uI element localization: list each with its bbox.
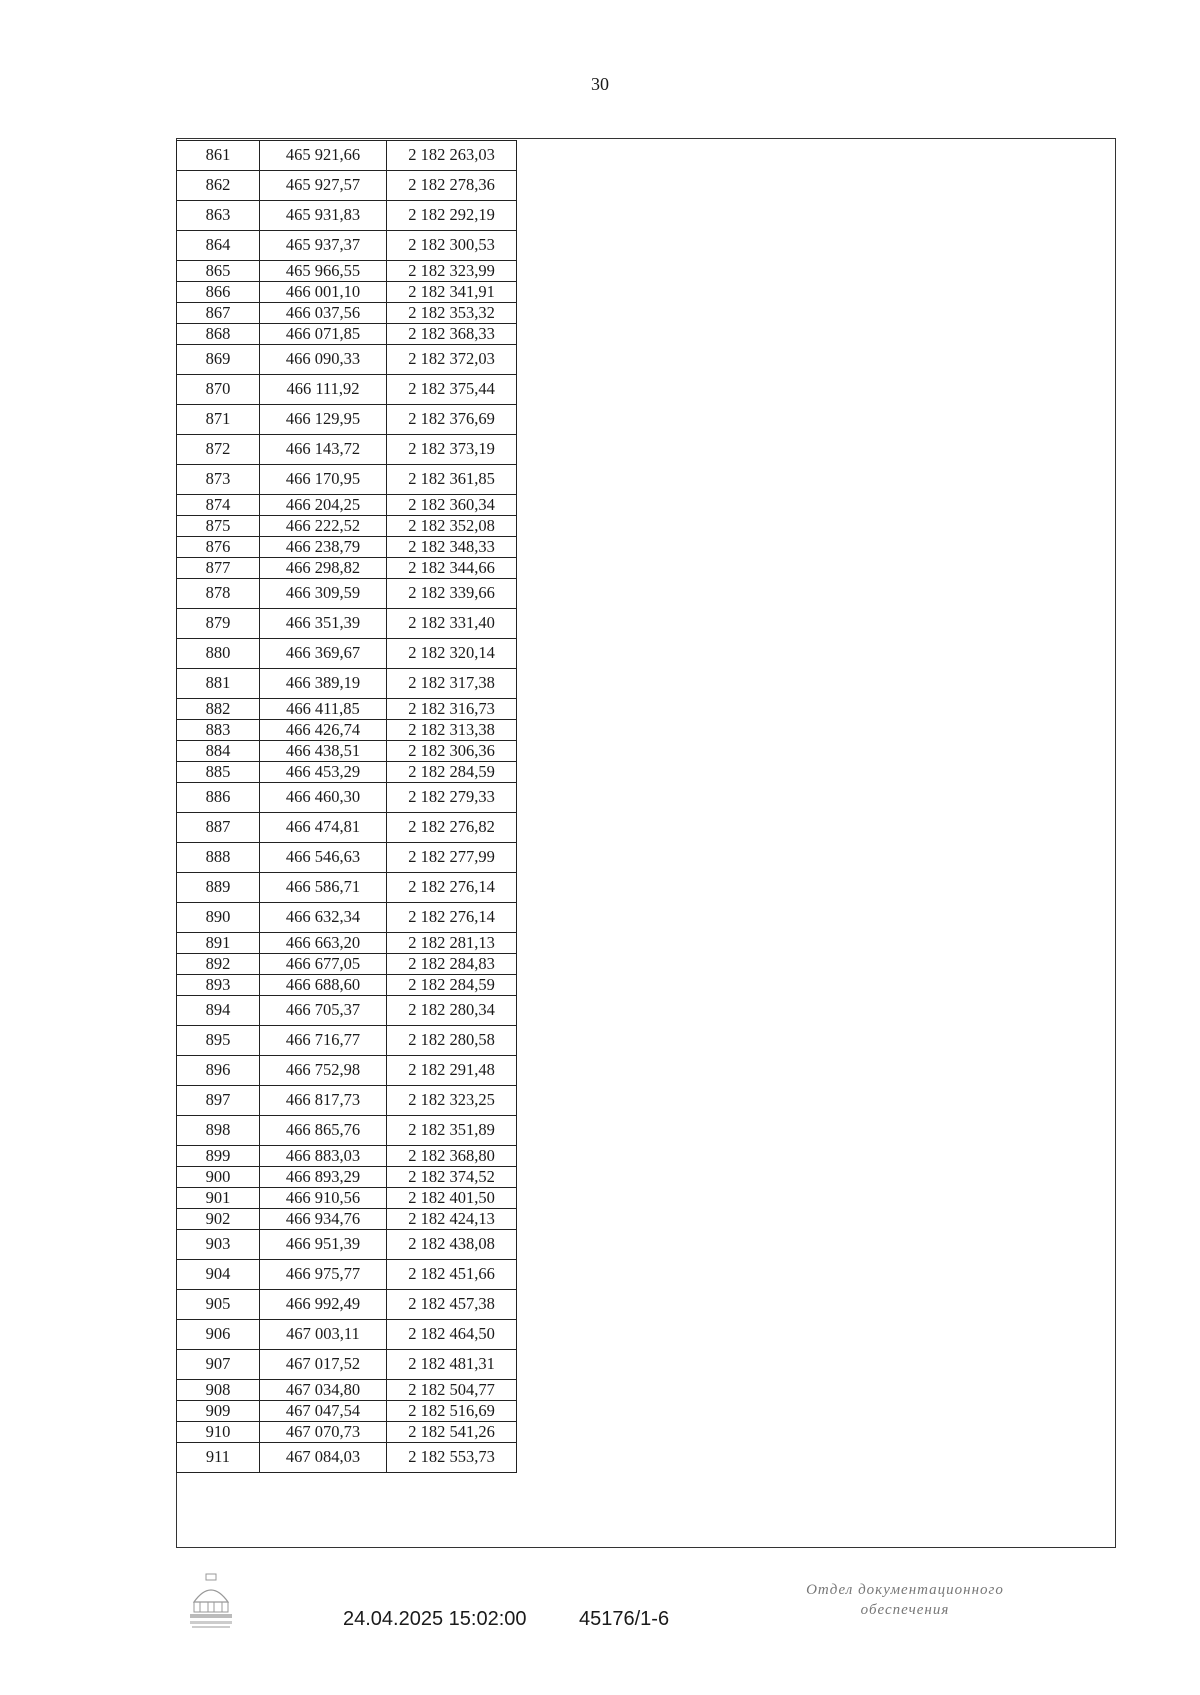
x-coordinate: 465 927,57 (260, 171, 387, 201)
table-row (177, 465, 517, 495)
y-coordinate: 2 182 284,83 (387, 954, 517, 975)
table-row (177, 516, 517, 537)
x-coordinate: 466 204,25 (260, 495, 387, 516)
point-number: 885 (177, 762, 260, 783)
y-coordinate: 2 182 277,99 (387, 843, 517, 873)
point-number: 877 (177, 558, 260, 579)
y-coordinate: 2 182 352,08 (387, 516, 517, 537)
point-number: 903 (177, 1230, 260, 1260)
x-coordinate: 466 910,56 (260, 1188, 387, 1209)
x-coordinate: 466 992,49 (260, 1290, 387, 1320)
point-number: 878 (177, 579, 260, 609)
point-number: 911 (177, 1443, 260, 1473)
y-coordinate: 2 182 276,14 (387, 873, 517, 903)
point-number: 866 (177, 282, 260, 303)
y-coordinate: 2 182 438,08 (387, 1230, 517, 1260)
table-row (177, 1260, 517, 1290)
x-coordinate: 466 934,76 (260, 1209, 387, 1230)
stamp-line-1: Отдел документационного (806, 1582, 1004, 1598)
point-number: 864 (177, 231, 260, 261)
table-row (177, 282, 517, 303)
point-number: 884 (177, 741, 260, 762)
point-number: 910 (177, 1422, 260, 1443)
y-coordinate: 2 182 360,34 (387, 495, 517, 516)
table-row (177, 639, 517, 669)
y-coordinate: 2 182 331,40 (387, 609, 517, 639)
table-row (177, 1209, 517, 1230)
table-row (177, 579, 517, 609)
y-coordinate: 2 182 516,69 (387, 1401, 517, 1422)
y-coordinate: 2 182 263,03 (387, 141, 517, 171)
x-coordinate: 466 453,29 (260, 762, 387, 783)
y-coordinate: 2 182 457,38 (387, 1290, 517, 1320)
x-coordinate: 467 084,03 (260, 1443, 387, 1473)
x-coordinate: 466 111,92 (260, 375, 387, 405)
y-coordinate: 2 182 464,50 (387, 1320, 517, 1350)
x-coordinate: 466 663,20 (260, 933, 387, 954)
x-coordinate: 466 632,34 (260, 903, 387, 933)
y-coordinate: 2 182 284,59 (387, 975, 517, 996)
y-coordinate: 2 182 353,32 (387, 303, 517, 324)
table-row (177, 324, 517, 345)
point-number: 862 (177, 171, 260, 201)
y-coordinate: 2 182 374,52 (387, 1167, 517, 1188)
point-number: 901 (177, 1188, 260, 1209)
table-row (177, 405, 517, 435)
x-coordinate: 466 001,10 (260, 282, 387, 303)
table-row (177, 1230, 517, 1260)
point-number: 892 (177, 954, 260, 975)
x-coordinate: 466 752,98 (260, 1056, 387, 1086)
x-coordinate: 466 677,05 (260, 954, 387, 975)
y-coordinate: 2 182 280,58 (387, 1026, 517, 1056)
x-coordinate: 466 090,33 (260, 345, 387, 375)
table-row (177, 558, 517, 579)
x-coordinate: 466 460,30 (260, 783, 387, 813)
footer-doc-number: 45176/1-6 (579, 1608, 670, 1630)
point-number: 897 (177, 1086, 260, 1116)
table-row (177, 954, 517, 975)
table-row (177, 813, 517, 843)
table-row (177, 1188, 517, 1209)
x-coordinate: 466 037,56 (260, 303, 387, 324)
coordinates-table (176, 140, 517, 1473)
x-coordinate: 466 411,85 (260, 699, 387, 720)
table-row (177, 1056, 517, 1086)
x-coordinate: 466 222,52 (260, 516, 387, 537)
y-coordinate: 2 182 278,36 (387, 171, 517, 201)
y-coordinate: 2 182 401,50 (387, 1188, 517, 1209)
table-row (177, 783, 517, 813)
table-row (177, 1026, 517, 1056)
x-coordinate: 466 688,60 (260, 975, 387, 996)
table-row (177, 1146, 517, 1167)
point-number: 867 (177, 303, 260, 324)
footer-datetime: 24.04.2025 15:02:00 (343, 1608, 527, 1630)
point-number: 895 (177, 1026, 260, 1056)
x-coordinate: 466 426,74 (260, 720, 387, 741)
x-coordinate: 466 975,77 (260, 1260, 387, 1290)
point-number: 902 (177, 1209, 260, 1230)
table-row (177, 201, 517, 231)
y-coordinate: 2 182 291,48 (387, 1056, 517, 1086)
x-coordinate: 466 716,77 (260, 1026, 387, 1056)
table-row (177, 375, 517, 405)
y-coordinate: 2 182 504,77 (387, 1380, 517, 1401)
x-coordinate: 466 705,37 (260, 996, 387, 1026)
coordinates-table-body (177, 141, 517, 1473)
point-number: 869 (177, 345, 260, 375)
y-coordinate: 2 182 361,85 (387, 465, 517, 495)
table-row (177, 1422, 517, 1443)
point-number: 909 (177, 1401, 260, 1422)
point-number: 863 (177, 201, 260, 231)
page-number: 30 (591, 74, 609, 94)
table-row (177, 933, 517, 954)
table-row (177, 1443, 517, 1473)
point-number: 888 (177, 843, 260, 873)
x-coordinate: 466 129,95 (260, 405, 387, 435)
x-coordinate: 466 951,39 (260, 1230, 387, 1260)
point-number: 872 (177, 435, 260, 465)
x-coordinate: 467 017,52 (260, 1350, 387, 1380)
point-number: 889 (177, 873, 260, 903)
x-coordinate: 465 966,55 (260, 261, 387, 282)
y-coordinate: 2 182 553,73 (387, 1443, 517, 1473)
x-coordinate: 465 931,83 (260, 201, 387, 231)
y-coordinate: 2 182 541,26 (387, 1422, 517, 1443)
table-row (177, 261, 517, 282)
point-number: 886 (177, 783, 260, 813)
point-number: 906 (177, 1320, 260, 1350)
table-row (177, 1380, 517, 1401)
point-number: 874 (177, 495, 260, 516)
x-coordinate: 466 298,82 (260, 558, 387, 579)
table-row (177, 537, 517, 558)
x-coordinate: 466 071,85 (260, 324, 387, 345)
table-row (177, 609, 517, 639)
point-number: 898 (177, 1116, 260, 1146)
y-coordinate: 2 182 424,13 (387, 1209, 517, 1230)
table-row (177, 345, 517, 375)
table-row (177, 141, 517, 171)
y-coordinate: 2 182 451,66 (387, 1260, 517, 1290)
y-coordinate: 2 182 316,73 (387, 699, 517, 720)
x-coordinate: 466 170,95 (260, 465, 387, 495)
table-row (177, 669, 517, 699)
table-row (177, 975, 517, 996)
y-coordinate: 2 182 280,34 (387, 996, 517, 1026)
y-coordinate: 2 182 276,82 (387, 813, 517, 843)
y-coordinate: 2 182 300,53 (387, 231, 517, 261)
y-coordinate: 2 182 376,69 (387, 405, 517, 435)
point-number: 900 (177, 1167, 260, 1188)
x-coordinate: 466 238,79 (260, 537, 387, 558)
point-number: 905 (177, 1290, 260, 1320)
table-row (177, 720, 517, 741)
y-coordinate: 2 182 281,13 (387, 933, 517, 954)
y-coordinate: 2 182 323,99 (387, 261, 517, 282)
point-number: 893 (177, 975, 260, 996)
x-coordinate: 465 921,66 (260, 141, 387, 171)
x-coordinate: 466 893,29 (260, 1167, 387, 1188)
table-row (177, 231, 517, 261)
point-number: 908 (177, 1380, 260, 1401)
point-number: 880 (177, 639, 260, 669)
y-coordinate: 2 182 373,19 (387, 435, 517, 465)
table-row (177, 1290, 517, 1320)
table-row (177, 1401, 517, 1422)
table-row (177, 762, 517, 783)
x-coordinate: 466 586,71 (260, 873, 387, 903)
x-coordinate: 466 883,03 (260, 1146, 387, 1167)
y-coordinate: 2 182 306,36 (387, 741, 517, 762)
point-number: 875 (177, 516, 260, 537)
y-coordinate: 2 182 368,33 (387, 324, 517, 345)
point-number: 865 (177, 261, 260, 282)
table-row (177, 495, 517, 516)
point-number: 907 (177, 1350, 260, 1380)
x-coordinate: 466 817,73 (260, 1086, 387, 1116)
y-coordinate: 2 182 317,38 (387, 669, 517, 699)
y-coordinate: 2 182 279,33 (387, 783, 517, 813)
y-coordinate: 2 182 481,31 (387, 1350, 517, 1380)
department-stamp (740, 1580, 1070, 1620)
y-coordinate: 2 182 372,03 (387, 345, 517, 375)
point-number: 861 (177, 141, 260, 171)
point-number: 890 (177, 903, 260, 933)
emblem-logo (186, 1572, 236, 1630)
table-row (177, 303, 517, 324)
y-coordinate: 2 182 276,14 (387, 903, 517, 933)
x-coordinate: 466 389,19 (260, 669, 387, 699)
x-coordinate: 466 309,59 (260, 579, 387, 609)
table-row (177, 435, 517, 465)
y-coordinate: 2 182 339,66 (387, 579, 517, 609)
table-row (177, 996, 517, 1026)
point-number: 879 (177, 609, 260, 639)
point-number: 881 (177, 669, 260, 699)
table-row (177, 171, 517, 201)
table-row (177, 741, 517, 762)
x-coordinate: 466 351,39 (260, 609, 387, 639)
point-number: 904 (177, 1260, 260, 1290)
x-coordinate: 466 143,72 (260, 435, 387, 465)
table-row (177, 1116, 517, 1146)
table-row (177, 843, 517, 873)
point-number: 894 (177, 996, 260, 1026)
y-coordinate: 2 182 284,59 (387, 762, 517, 783)
point-number: 899 (177, 1146, 260, 1167)
y-coordinate: 2 182 344,66 (387, 558, 517, 579)
y-coordinate: 2 182 313,38 (387, 720, 517, 741)
point-number: 870 (177, 375, 260, 405)
y-coordinate: 2 182 351,89 (387, 1116, 517, 1146)
table-row (177, 1350, 517, 1380)
y-coordinate: 2 182 348,33 (387, 537, 517, 558)
y-coordinate: 2 182 375,44 (387, 375, 517, 405)
table-row (177, 873, 517, 903)
point-number: 887 (177, 813, 260, 843)
table-row (177, 1320, 517, 1350)
x-coordinate: 466 865,76 (260, 1116, 387, 1146)
point-number: 868 (177, 324, 260, 345)
y-coordinate: 2 182 292,19 (387, 201, 517, 231)
x-coordinate: 467 070,73 (260, 1422, 387, 1443)
x-coordinate: 466 369,67 (260, 639, 387, 669)
point-number: 883 (177, 720, 260, 741)
x-coordinate: 467 003,11 (260, 1320, 387, 1350)
table-row (177, 903, 517, 933)
table-row (177, 699, 517, 720)
x-coordinate: 467 047,54 (260, 1401, 387, 1422)
x-coordinate: 466 474,81 (260, 813, 387, 843)
x-coordinate: 466 546,63 (260, 843, 387, 873)
table-row (177, 1086, 517, 1116)
point-number: 873 (177, 465, 260, 495)
y-coordinate: 2 182 323,25 (387, 1086, 517, 1116)
stamp-line-2: обеспечения (860, 1602, 950, 1618)
x-coordinate: 467 034,80 (260, 1380, 387, 1401)
y-coordinate: 2 182 341,91 (387, 282, 517, 303)
point-number: 871 (177, 405, 260, 435)
point-number: 876 (177, 537, 260, 558)
table-row (177, 1167, 517, 1188)
point-number: 891 (177, 933, 260, 954)
y-coordinate: 2 182 320,14 (387, 639, 517, 669)
point-number: 882 (177, 699, 260, 720)
x-coordinate: 465 937,37 (260, 231, 387, 261)
x-coordinate: 466 438,51 (260, 741, 387, 762)
point-number: 896 (177, 1056, 260, 1086)
y-coordinate: 2 182 368,80 (387, 1146, 517, 1167)
